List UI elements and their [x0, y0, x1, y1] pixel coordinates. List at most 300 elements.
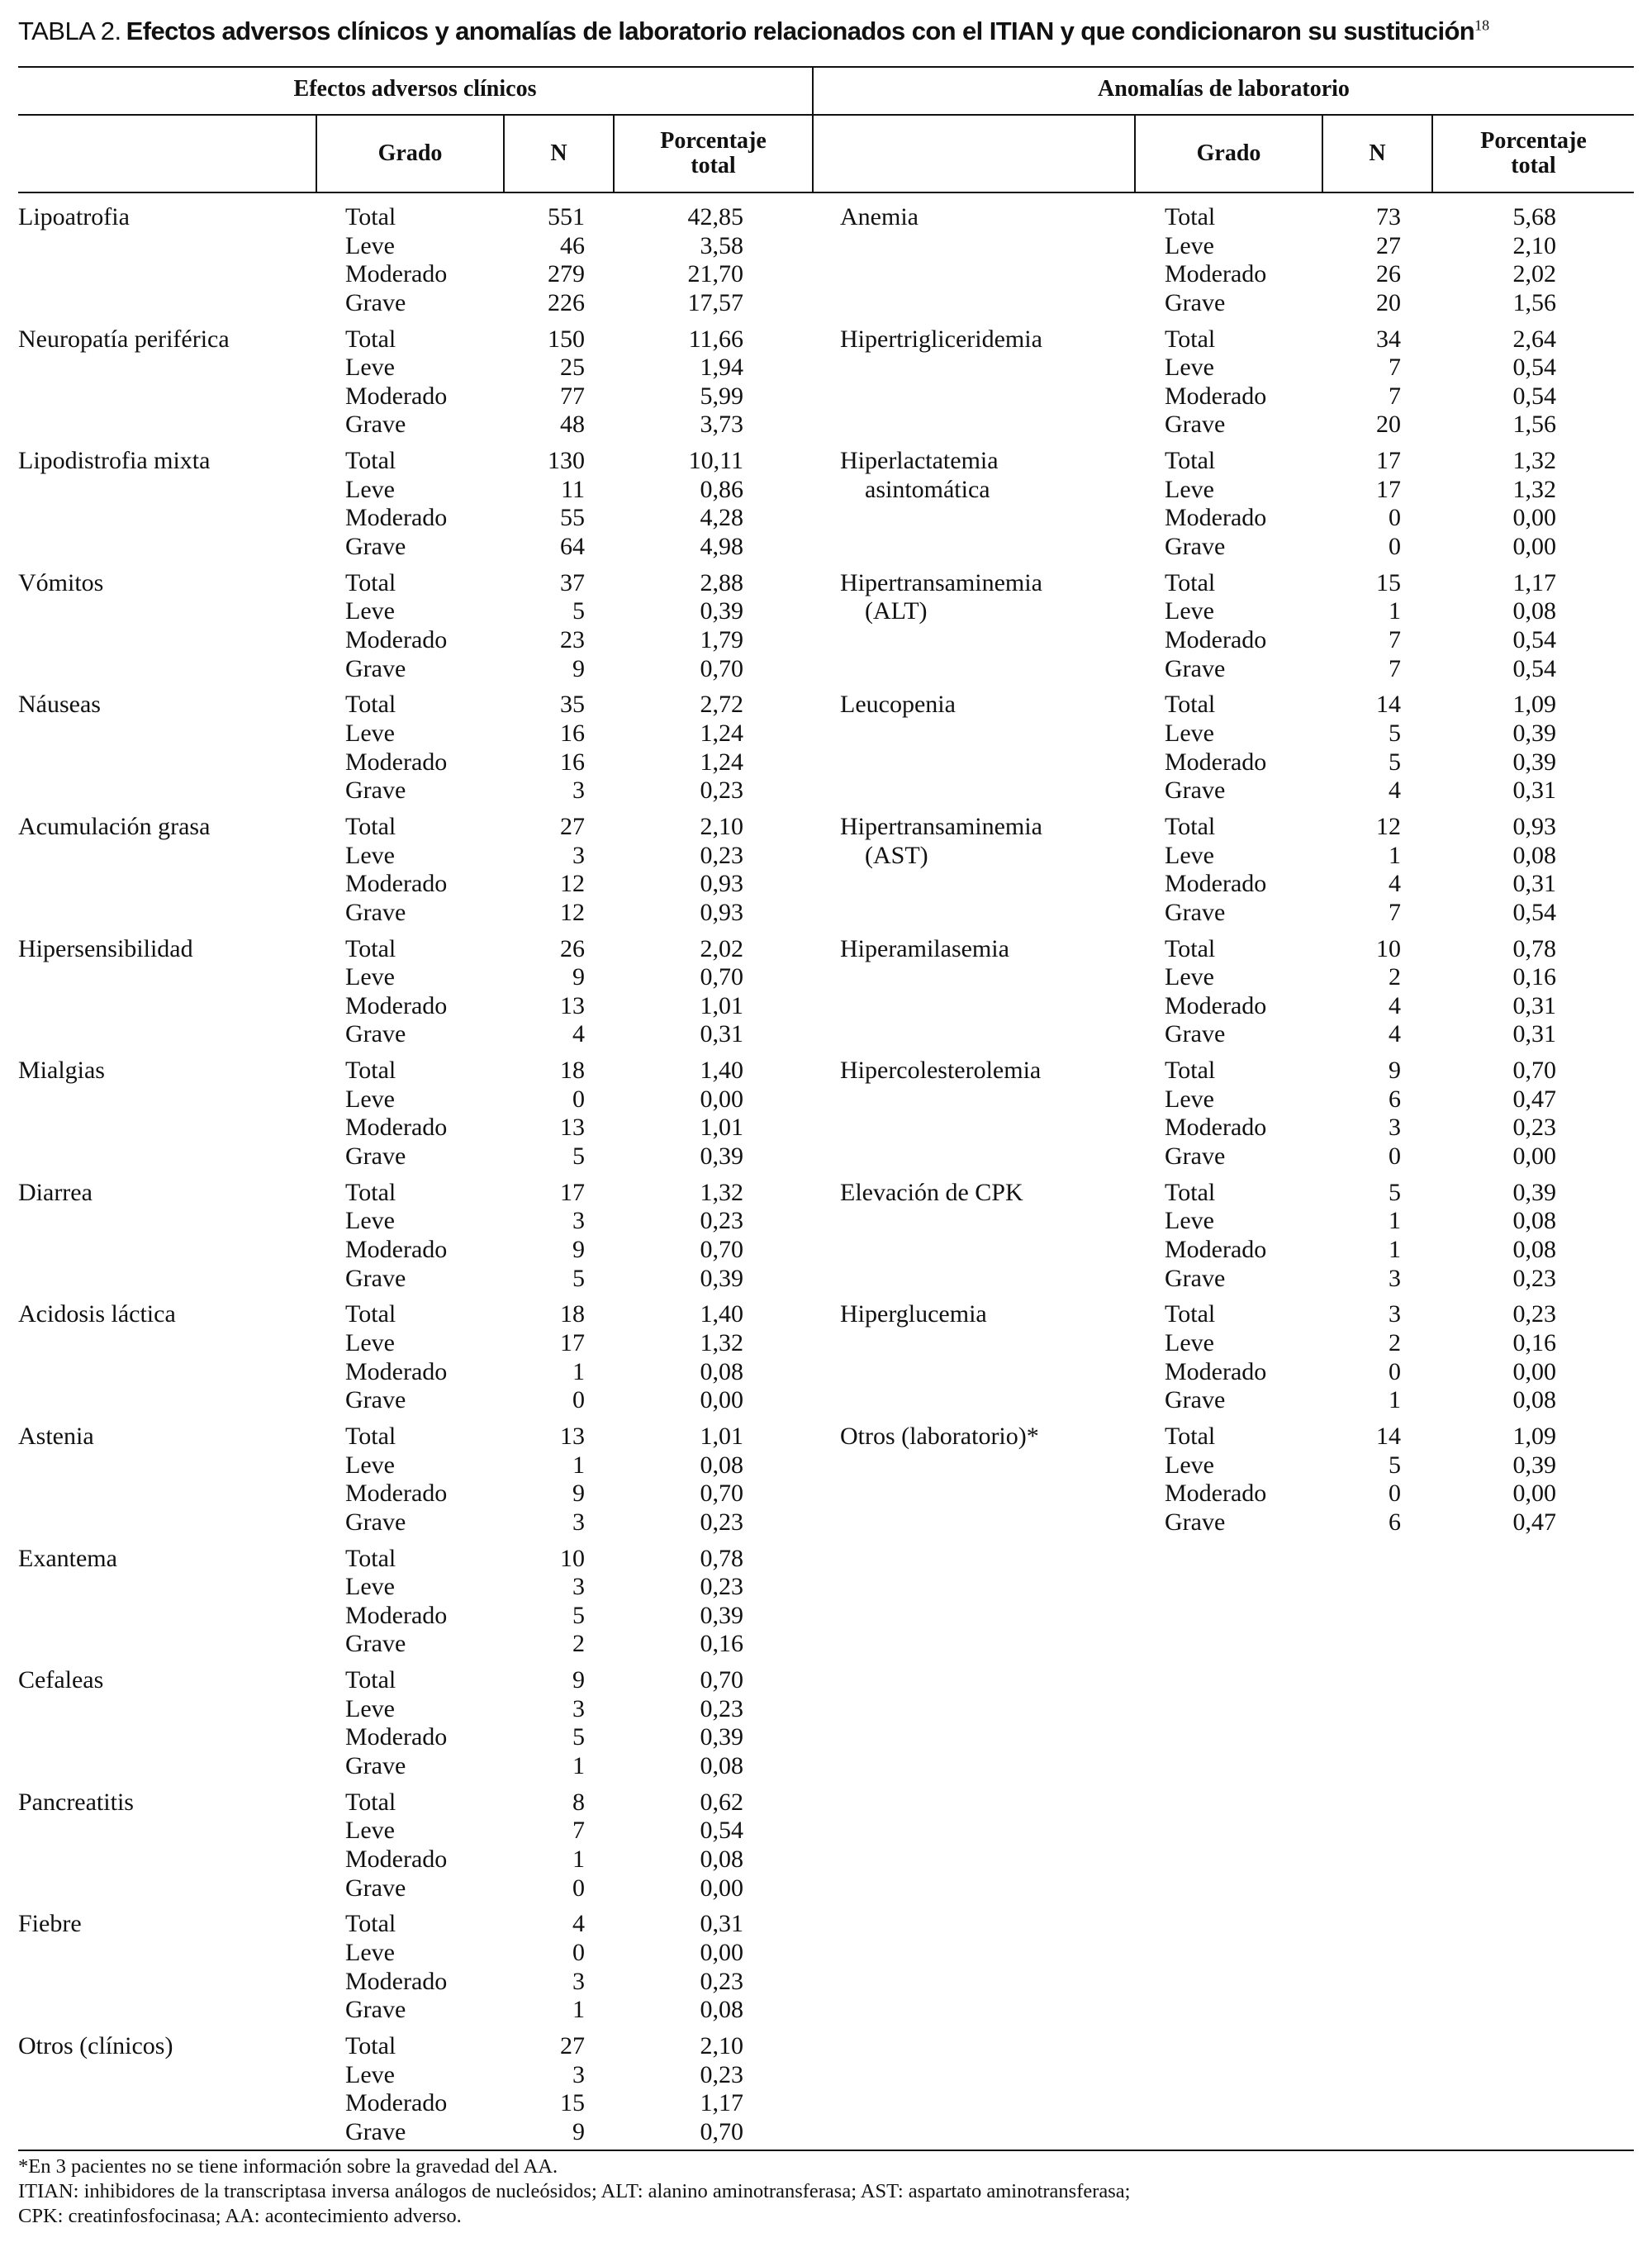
- table-cell: Moderado: [345, 870, 448, 898]
- table-cell: 4: [1389, 1020, 1401, 1048]
- table-cell: 0,47: [1512, 1508, 1556, 1536]
- row-label: [18, 1057, 105, 1085]
- table-cell: 7: [1389, 898, 1401, 926]
- table-cell: 5: [1389, 719, 1401, 747]
- table-cell: 5: [572, 1723, 585, 1751]
- row-label-line: Acidosis láctica: [18, 1300, 176, 1328]
- table-cell: 1,79: [700, 625, 743, 653]
- pct-column: [1449, 1300, 1556, 1414]
- table-cell: 150: [548, 325, 585, 353]
- table-cell: 0: [1389, 1480, 1401, 1508]
- table-cell: 4: [1389, 991, 1401, 1019]
- table-cell: Moderado: [1165, 1480, 1267, 1508]
- table-cell: Moderado: [345, 504, 448, 532]
- table-cell: 2: [1389, 1328, 1401, 1356]
- table-cell: Grave: [345, 532, 406, 560]
- table-cell: 0,54: [700, 1817, 743, 1845]
- table-cell: Grave: [1165, 1386, 1226, 1414]
- table-cell: Leve: [345, 841, 395, 869]
- table-cell: 1,24: [700, 748, 743, 776]
- row-label-line: Exantema: [18, 1544, 117, 1572]
- table-cell: 2,72: [700, 691, 743, 719]
- pct-column: [636, 325, 743, 439]
- table-cell: Moderado: [1165, 991, 1267, 1019]
- table-cell: 7: [1389, 625, 1401, 653]
- n-column: [496, 2032, 585, 2146]
- table-cell: 1,32: [1512, 475, 1556, 503]
- table-cell: Grave: [345, 1508, 406, 1536]
- table-cell: Moderado: [1165, 504, 1267, 532]
- grade-column: [345, 2032, 447, 2146]
- table-cell: 5,99: [700, 382, 743, 410]
- table-cell: Total: [1165, 934, 1216, 962]
- table-cell: 0,31: [700, 1910, 743, 1938]
- table-cell: Leve: [1165, 1328, 1214, 1356]
- table-cell: 0,16: [1512, 963, 1556, 991]
- n-column: [1313, 1057, 1401, 1171]
- row-label: [840, 691, 956, 720]
- table-cell: Grave: [345, 411, 406, 439]
- n-column: [1313, 935, 1401, 1049]
- table-cell: 2,10: [1512, 231, 1556, 259]
- pct-column: [636, 1910, 743, 2024]
- n-column: [1313, 813, 1401, 927]
- table-cell: Grave: [1165, 288, 1226, 316]
- table-cell: Grave: [345, 1874, 406, 1902]
- table-cell: Grave: [1165, 777, 1226, 805]
- table-cell: Leve: [1165, 597, 1214, 625]
- table-cell: 279: [548, 260, 585, 288]
- table-cell: 17: [560, 1328, 585, 1356]
- table-cell: 0,31: [1512, 991, 1556, 1019]
- table-cell: 1: [1389, 1235, 1401, 1263]
- table-cell: 0,70: [700, 1666, 743, 1694]
- grade-column: [1165, 203, 1266, 317]
- table-cell: 0,08: [700, 1751, 743, 1779]
- table-cell: 1,17: [700, 2089, 743, 2117]
- table-cell: 0,23: [700, 1967, 743, 1995]
- n-column: [496, 1179, 585, 1293]
- table-cell: 0,70: [700, 654, 743, 682]
- table-cell: 1,56: [1512, 411, 1556, 439]
- table-cell: 0,08: [700, 1451, 743, 1479]
- table-cell: Leve: [1165, 1451, 1214, 1479]
- table-cell: 4: [1389, 870, 1401, 898]
- table-cell: 20: [1376, 411, 1401, 439]
- table-cell: 0,39: [700, 1142, 743, 1170]
- table-cell: 1,17: [1512, 568, 1556, 596]
- table-cell: Grave: [1165, 532, 1226, 560]
- grade-column: [345, 325, 447, 439]
- n-column: [496, 1789, 585, 1903]
- row-label: [18, 1789, 134, 1817]
- table-cell: 0,47: [1512, 1085, 1556, 1113]
- table-cell: Grave: [345, 1142, 406, 1170]
- table-cell: 0,78: [1512, 934, 1556, 962]
- table-cell: 5: [572, 1601, 585, 1629]
- row-label-line: Fiebre: [18, 1910, 82, 1938]
- n-column: [496, 1300, 585, 1414]
- table-cell: Moderado: [345, 1357, 448, 1385]
- table-cell: 0,00: [700, 1938, 743, 1966]
- table-cell: 0,70: [700, 1235, 743, 1263]
- table-cell: Total: [345, 1544, 396, 1572]
- table-cell: Moderado: [345, 382, 448, 410]
- row-label: [840, 1057, 1041, 1085]
- table-cell: 0,00: [700, 1386, 743, 1414]
- table-cell: Moderado: [1165, 625, 1267, 653]
- row-label: [18, 1423, 94, 1451]
- table-cell: Grave: [345, 1386, 406, 1414]
- table-cell: 0,08: [1512, 597, 1556, 625]
- table-cell: Total: [345, 1910, 396, 1938]
- pct-column: [636, 203, 743, 317]
- row-label-line: Hipercolesterolemia: [840, 1057, 1042, 1085]
- table-cell: Total: [345, 568, 396, 596]
- table-cell: 0,23: [700, 1573, 743, 1601]
- table-cell: 0,00: [1512, 532, 1556, 560]
- table-cell: Moderado: [345, 1480, 448, 1508]
- table-cell: 27: [1376, 231, 1401, 259]
- table-cell: 15: [560, 2089, 585, 2117]
- row-label: [18, 1666, 103, 1695]
- grade-column: [1165, 447, 1266, 561]
- pct-column: [636, 1300, 743, 1414]
- table-cell: 0,16: [700, 1630, 743, 1658]
- table-cell: 0,54: [1512, 654, 1556, 682]
- table-cell: 3: [572, 777, 585, 805]
- table-cell: 23: [560, 625, 585, 653]
- row-label-line: (AST): [865, 841, 928, 869]
- row-label: [18, 813, 210, 842]
- row-label: [18, 1545, 117, 1574]
- table-cell: 1,94: [700, 354, 743, 382]
- table-cell: 1,56: [1512, 288, 1556, 316]
- table-cell: Grave: [345, 654, 406, 682]
- table-cell: 4: [572, 1020, 585, 1048]
- table-cell: Grave: [345, 1630, 406, 1658]
- table-cell: 77: [560, 382, 585, 410]
- table-cell: 1,24: [700, 719, 743, 747]
- table-cell: 16: [560, 719, 585, 747]
- table-cell: 2: [1389, 963, 1401, 991]
- table-cell: 0,54: [1512, 382, 1556, 410]
- table-cell: Total: [1165, 1057, 1216, 1085]
- table-cell: 0,08: [700, 1845, 743, 1873]
- row-label: [840, 1179, 1023, 1208]
- table-cell: 0,70: [700, 1480, 743, 1508]
- table-cell: 7: [1389, 382, 1401, 410]
- top-rule: [18, 66, 1634, 68]
- lab-n-header: N: [1369, 140, 1386, 166]
- table-cell: 1,40: [700, 1300, 743, 1328]
- table-cell: 13: [560, 1423, 585, 1450]
- table-cell: Total: [345, 203, 396, 230]
- table-cell: 1,32: [700, 1178, 743, 1206]
- grade-column: [345, 691, 447, 805]
- table-cell: Leve: [1165, 231, 1214, 259]
- table-cell: 0,08: [1512, 1235, 1556, 1263]
- table-cell: Total: [345, 1057, 396, 1085]
- table-cell: Leve: [1165, 1207, 1214, 1235]
- table-cell: 0: [1389, 504, 1401, 532]
- table-cell: Grave: [1165, 1020, 1226, 1048]
- table-cell: 7: [1389, 654, 1401, 682]
- pct-column: [636, 1057, 743, 1171]
- grade-column: [1165, 1179, 1266, 1293]
- n-column: [496, 203, 585, 317]
- n-column: [1313, 203, 1401, 317]
- table-cell: 6: [1389, 1508, 1401, 1536]
- row-label-line: Lipodistrofia mixta: [18, 447, 211, 475]
- table-cell: 1: [572, 1751, 585, 1779]
- row-label-line: Neuropatía periférica: [18, 325, 230, 353]
- table-cell: 1: [1389, 597, 1401, 625]
- table-cell: 5: [572, 1264, 585, 1292]
- n-column: [496, 1910, 585, 2024]
- pct-header-line1: Porcentaje: [1480, 128, 1587, 154]
- table-cell: Leve: [345, 231, 395, 259]
- table-cell: Grave: [345, 1020, 406, 1048]
- row-label-line: asintomática: [865, 475, 990, 503]
- table-cell: 7: [572, 1817, 585, 1845]
- table-cell: Moderado: [345, 991, 448, 1019]
- table-cell: Grave: [1165, 1264, 1226, 1292]
- n-column: [1313, 691, 1401, 805]
- pct-column: [636, 1545, 743, 1659]
- table-cell: 4: [572, 1910, 585, 1938]
- table-cell: 0,54: [1512, 354, 1556, 382]
- table-cell: 10,11: [688, 447, 743, 475]
- table-cell: 0,78: [700, 1544, 743, 1572]
- table-cell: Total: [345, 1178, 396, 1206]
- table-cell: 16: [560, 748, 585, 776]
- clinical-grado-header: Grado: [377, 140, 443, 166]
- table-cell: 0,08: [1512, 1386, 1556, 1414]
- row-label-line: Lipoatrofia: [18, 203, 130, 230]
- table-cell: 1,09: [1512, 1423, 1556, 1450]
- row-label-line: Hiperamilasemia: [840, 934, 1009, 962]
- table-cell: 0: [572, 1874, 585, 1902]
- footnote: CPK: creatinfosfocinasa; AA: acontecimiento adverso.: [18, 2205, 462, 2227]
- table-cell: 14: [1376, 691, 1401, 719]
- grade-column: [345, 1545, 447, 1659]
- pct-column: [1449, 1057, 1556, 1171]
- table-cell: 25: [560, 354, 585, 382]
- table-cell: 0,08: [1512, 841, 1556, 869]
- row-label: [840, 1423, 1039, 1451]
- table-cell: 0,39: [700, 1264, 743, 1292]
- pct-column: [1449, 1423, 1556, 1537]
- table-cell: 0: [572, 1938, 585, 1966]
- table-cell: 2,02: [1512, 260, 1556, 288]
- table-cell: Total: [345, 1788, 396, 1816]
- table-cell: Grave: [345, 2117, 406, 2145]
- table-cell: 3: [572, 1967, 585, 1995]
- table-cell: Grave: [1165, 1142, 1226, 1170]
- table-cell: 13: [560, 991, 585, 1019]
- table-cell: Grave: [1165, 898, 1226, 926]
- pct-column: [636, 2032, 743, 2146]
- table-cell: 0,39: [1512, 1178, 1556, 1206]
- clinical-n-header: N: [550, 140, 567, 166]
- table-cell: 64: [560, 532, 585, 560]
- table-cell: Total: [345, 1423, 396, 1450]
- row-label-line: Náuseas: [18, 691, 101, 719]
- table-cell: 0,31: [1512, 870, 1556, 898]
- row-label-line: Hipersensibilidad: [18, 934, 193, 962]
- table-cell: 1,09: [1512, 691, 1556, 719]
- table-cell: Grave: [345, 1751, 406, 1779]
- table-cell: Grave: [345, 777, 406, 805]
- table-cell: Leve: [345, 475, 395, 503]
- grade-column: [345, 1057, 447, 1171]
- table-cell: 0,31: [1512, 777, 1556, 805]
- row-label-line: (ALT): [865, 597, 928, 625]
- row-label: [18, 691, 101, 720]
- table-cell: Moderado: [1165, 382, 1267, 410]
- table-cell: 42,85: [687, 203, 743, 230]
- table-cell: 1: [572, 1357, 585, 1385]
- table-cell: 4,28: [700, 504, 743, 532]
- table-cell: Total: [345, 1666, 396, 1694]
- table-cell: 17: [1376, 475, 1401, 503]
- table-cell: 27: [560, 2032, 585, 2059]
- table-cell: 0,23: [1512, 1264, 1556, 1292]
- table-cell: 5: [1389, 748, 1401, 776]
- table-cell: Total: [345, 2032, 396, 2059]
- table-cell: 1: [572, 1845, 585, 1873]
- table-cell: 17,57: [687, 288, 743, 316]
- table-cell: 9: [572, 2117, 585, 2145]
- table-cell: 1: [1389, 841, 1401, 869]
- table-cell: 0,23: [700, 2060, 743, 2088]
- table-cell: Grave: [1165, 411, 1226, 439]
- row-label-line: Pancreatitis: [18, 1788, 134, 1816]
- table-cell: Leve: [1165, 354, 1214, 382]
- table-cell: 37: [560, 568, 585, 596]
- table-cell: 14: [1376, 1423, 1401, 1450]
- table-cell: 73: [1376, 203, 1401, 230]
- table-cell: 0,23: [700, 777, 743, 805]
- pct-header-line1: Porcentaje: [660, 128, 767, 154]
- table-cell: 26: [1376, 260, 1401, 288]
- table-cell: 3: [572, 841, 585, 869]
- table-cell: 4: [1389, 777, 1401, 805]
- table-cell: 0: [572, 1386, 585, 1414]
- table-cell: Moderado: [345, 2089, 448, 2117]
- pct-column: [636, 1423, 743, 1537]
- n-column: [496, 325, 585, 439]
- table-cell: 1: [572, 1451, 585, 1479]
- table-cell: 34: [1376, 325, 1401, 353]
- table-cell: Total: [345, 447, 396, 475]
- table-title-text: Efectos adversos clínicos y anomalías de laboratorio relacionados con el ITIAN y que condicionaron su sustitución: [126, 17, 1475, 45]
- table-cell: Grave: [345, 288, 406, 316]
- table-cell: 1,40: [700, 1057, 743, 1085]
- table-cell: Leve: [345, 354, 395, 382]
- table-cell: 0,00: [1512, 1142, 1556, 1170]
- table-cell: 5: [1389, 1178, 1401, 1206]
- grade-column: [1165, 325, 1266, 439]
- table-cell: 3,58: [700, 231, 743, 259]
- row-label: [18, 2032, 173, 2061]
- table-cell: Moderado: [1165, 870, 1267, 898]
- table-cell: 3: [1389, 1300, 1401, 1328]
- row-label: [18, 1910, 82, 1939]
- table-cell: 0,23: [700, 841, 743, 869]
- row-label-line: Otros (laboratorio)*: [840, 1423, 1039, 1450]
- table-cell: 10: [1376, 934, 1401, 962]
- row-label: [840, 203, 919, 232]
- table-cell: Moderado: [1165, 1114, 1267, 1142]
- table-cell: 18: [560, 1057, 585, 1085]
- table-cell: Leve: [345, 2060, 395, 2088]
- grade-column: [1165, 1423, 1266, 1537]
- table-cell: 26: [560, 934, 585, 962]
- table-cell: 0,23: [1512, 1114, 1556, 1142]
- table-cell: Moderado: [345, 1601, 448, 1629]
- pct-column: [636, 813, 743, 927]
- laboratory-section-header: Anomalías de laboratorio: [1098, 76, 1350, 102]
- pct-header-line2: total: [691, 153, 736, 178]
- row-label-line: Vómitos: [18, 568, 104, 596]
- table-cell: 2,02: [700, 934, 743, 962]
- table-cell: Total: [345, 934, 396, 962]
- table-cell: 3: [572, 1694, 585, 1722]
- n-column: [496, 1545, 585, 1659]
- n-column: [496, 1423, 585, 1537]
- row-label-line: Hiperlactatemia: [840, 447, 999, 475]
- n-column: [496, 935, 585, 1049]
- table-cell: Leve: [345, 597, 395, 625]
- table-cell: Grave: [345, 1264, 406, 1292]
- row-label: [18, 569, 103, 598]
- table-cell: 0,00: [1512, 1357, 1556, 1385]
- table-cell: 17: [1376, 447, 1401, 475]
- table-cell: 0,62: [700, 1788, 743, 1816]
- pct-column: [636, 691, 743, 805]
- n-column: [1313, 1179, 1401, 1293]
- n-column: [1313, 1423, 1401, 1537]
- table-cell: Grave: [345, 898, 406, 926]
- row-label-line: Otros (clínicos): [18, 2032, 173, 2059]
- table-cell: 27: [560, 813, 585, 840]
- table-cell: 12: [560, 898, 585, 926]
- row-label-line: Hipertrigliceridemia: [840, 325, 1042, 353]
- table-cell: 0,70: [700, 2117, 743, 2145]
- table-cell: 9: [1389, 1057, 1401, 1085]
- table-cell: 5: [1389, 1451, 1401, 1479]
- table-cell: Leve: [345, 1573, 395, 1601]
- table-cell: 10: [560, 1544, 585, 1572]
- lab-pct-header: [1433, 129, 1634, 178]
- grade-column: [1165, 1300, 1266, 1414]
- clinical-section-header: Efectos adversos clínicos: [293, 76, 537, 102]
- grade-column: [1165, 1057, 1266, 1171]
- table-cell: Leve: [1165, 841, 1214, 869]
- table-cell: 0,23: [1512, 1300, 1556, 1328]
- table-cell: 1,01: [700, 991, 743, 1019]
- grade-column: [345, 1179, 447, 1293]
- grade-column: [345, 203, 447, 317]
- table-cell: 1,32: [700, 1328, 743, 1356]
- n-column: [1313, 447, 1401, 561]
- table-cell: 0,39: [700, 1723, 743, 1751]
- grade-column: [1165, 691, 1266, 805]
- table-cell: 3: [572, 2060, 585, 2088]
- row-label-line: Acumulación grasa: [18, 813, 211, 840]
